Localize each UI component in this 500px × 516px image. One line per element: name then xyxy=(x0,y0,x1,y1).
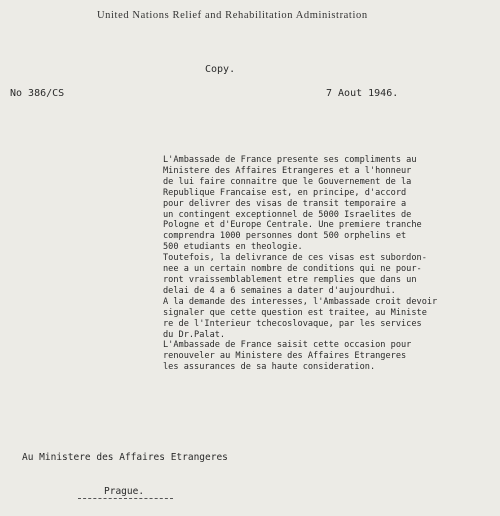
addressee: Au Ministere des Affaires Etrangeres xyxy=(22,452,228,463)
body-line: signaler que cette question est traitee, au Ministe xyxy=(163,307,427,318)
body-line: Pologne et d'Europe Centrale. Une premiere tranche xyxy=(163,220,422,231)
letterhead: United Nations Relief and Rehabilitation Administration xyxy=(97,10,368,21)
body-line: un contingent exceptionnel de 5000 Israelites de xyxy=(163,209,412,220)
body-line: renouveler au Ministere des Affaires Etrangeres xyxy=(163,351,407,362)
letter-date: 7 Aout 1946. xyxy=(326,88,399,99)
body-line: 500 etudiants en theologie. xyxy=(163,242,303,253)
reference-number: No 386/CS xyxy=(10,88,65,99)
body-line: comprendra 1000 personnes dont 500 orphelins et xyxy=(163,231,407,242)
body-line: de lui faire connaitre que le Gouvernement de la xyxy=(163,176,412,187)
body-line: nee a un certain nombre de conditions qui ne pour- xyxy=(163,264,422,275)
body-line: re de l'Interieur tchecoslovaque, par les services xyxy=(163,318,422,329)
body-line: Ministere des Affaires Etrangeres et a l'honneur xyxy=(163,165,412,176)
body-line: delai de 4 a 6 semaines a dater d'aujourdhui. xyxy=(163,285,396,296)
body-line: L'Ambassade de France presente ses compliments au xyxy=(163,155,417,165)
body-line: Republique Francaise est, en principe, d'accord xyxy=(163,187,407,198)
letter-body xyxy=(163,155,488,373)
body-line: ront vraissemblablement etre remplies que dans un xyxy=(163,274,417,285)
body-line: Toutefois, la delivrance de ces visas est subordon- xyxy=(163,253,427,264)
body-line: du Dr.Palat. xyxy=(163,329,226,340)
copy-label: Copy. xyxy=(205,64,236,75)
city-underline xyxy=(78,498,173,499)
body-line: les assurances de sa haute consideration. xyxy=(163,362,376,373)
body-line: A la demande des interesses, l'Ambassade croit devoir xyxy=(163,296,438,307)
body-line: L'Ambassade de France saisit cette occasion pour xyxy=(163,340,412,351)
city: Prague. xyxy=(104,486,145,497)
body-line: pour delivrer des visas de transit temporaire a xyxy=(163,198,407,209)
